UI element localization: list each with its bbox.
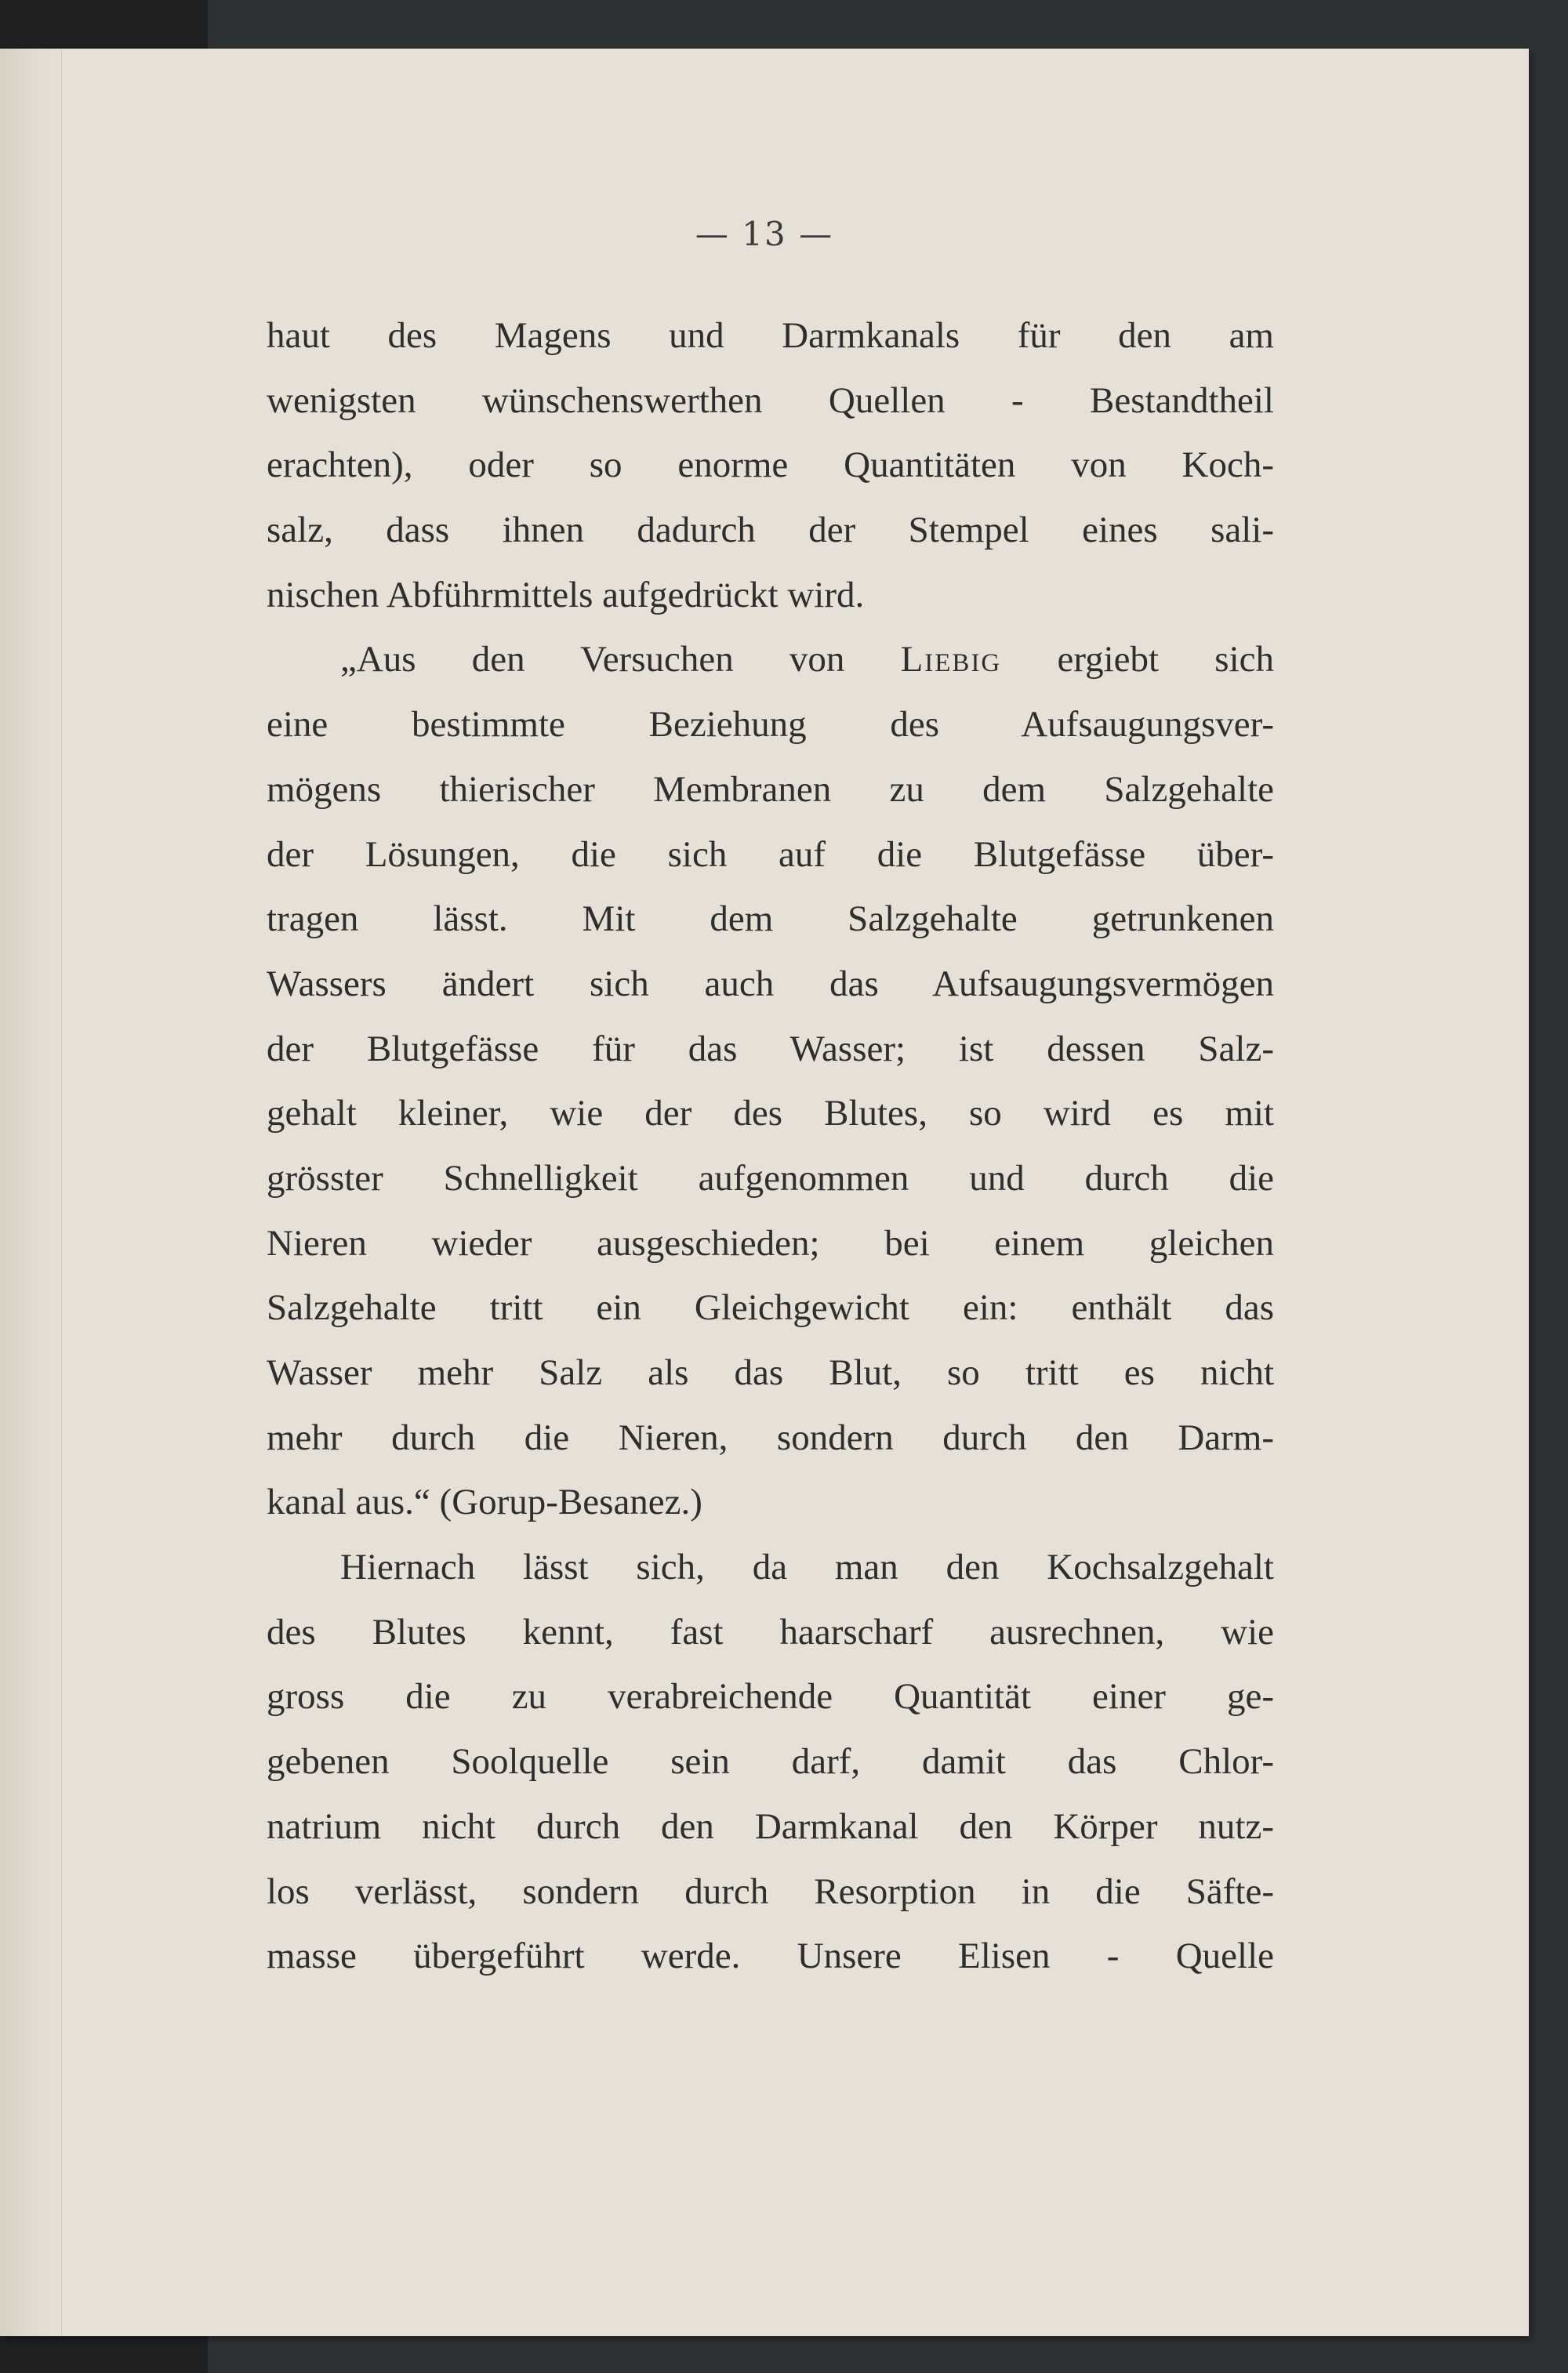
text-line: masse übergeführt werde. Unsere Elisen - Quelle bbox=[267, 1936, 1274, 1977]
text-line bbox=[267, 627, 1274, 692]
text-fragment: ergiebt sich bbox=[1001, 639, 1274, 680]
text-line: los verlässt, sondern durch Resorption in die Säfte- bbox=[267, 1870, 1274, 1912]
text-line: erachten), oder so enorme Quantitäten von Koch- bbox=[267, 444, 1274, 486]
text-line: des Blutes kennt, fast haarscharf ausrechnen, wie bbox=[267, 1611, 1274, 1653]
text-line: tragen lässt. Mit dem Salzgehalte getrunkenen bbox=[267, 898, 1274, 940]
text-line: Nieren wieder ausgeschieden; bei einem gleichen bbox=[267, 1222, 1274, 1264]
text-line: gebenen Soolquelle sein darf, damit das Chlor- bbox=[267, 1741, 1274, 1783]
text-line: der Lösungen, die sich auf die Blutgefässe über- bbox=[267, 833, 1274, 875]
text-line: Wassers ändert sich auch das Aufsaugungsvermögen bbox=[267, 963, 1274, 1004]
text-line: salz, dass ihnen dadurch der Stempel eines sali- bbox=[267, 510, 1274, 551]
text-line: Salzgehalte tritt ein Gleichgewicht ein: enthält das bbox=[267, 1287, 1274, 1329]
text-line: natrium nicht durch den Darmkanal den Körper nutz- bbox=[267, 1805, 1274, 1847]
page-number: — 13 — bbox=[695, 215, 834, 253]
text-line: nischen Abführmittels aufgedrückt wird. bbox=[267, 574, 865, 615]
text-line: Wasser mehr Salz als das Blut, so tritt es nicht bbox=[267, 1352, 1274, 1393]
text-line: wenigsten wünschenswerthen Quellen - Bestandtheil bbox=[267, 379, 1274, 421]
text-fragment: „Aus den Versuchen von bbox=[340, 639, 901, 680]
text-line: gross die zu verabreichende Quantität einer ge- bbox=[267, 1676, 1274, 1718]
text-line: mehr durch die Nieren, sondern durch den Darm- bbox=[267, 1417, 1274, 1458]
text-line: grösster Schnelligkeit aufgenommen und durch die bbox=[267, 1157, 1274, 1199]
text-line: gehalt kleiner, wie der des Blutes, so wird es mit bbox=[267, 1093, 1274, 1134]
text-line: eine bestimmte Beziehung des Aufsaugungsver- bbox=[267, 704, 1274, 746]
text-line: der Blutgefässe für das Wasser; ist dessen Salz- bbox=[267, 1028, 1274, 1069]
text-line: haut des Magens und Darmkanals für den am bbox=[267, 315, 1274, 356]
text-line: kanal aus.“ (Gorup-Besanez.) bbox=[267, 1482, 702, 1523]
body-text bbox=[267, 303, 1274, 1989]
author-name-smallcaps: Liebig bbox=[900, 639, 1002, 680]
book-page bbox=[0, 49, 1529, 2336]
text-line: Hiernach lässt sich, da man den Kochsalzgehalt bbox=[340, 1547, 1274, 1588]
text-line: mögens thierischer Membranen zu dem Salzgehalte bbox=[267, 768, 1274, 810]
page-gutter bbox=[0, 49, 62, 2336]
